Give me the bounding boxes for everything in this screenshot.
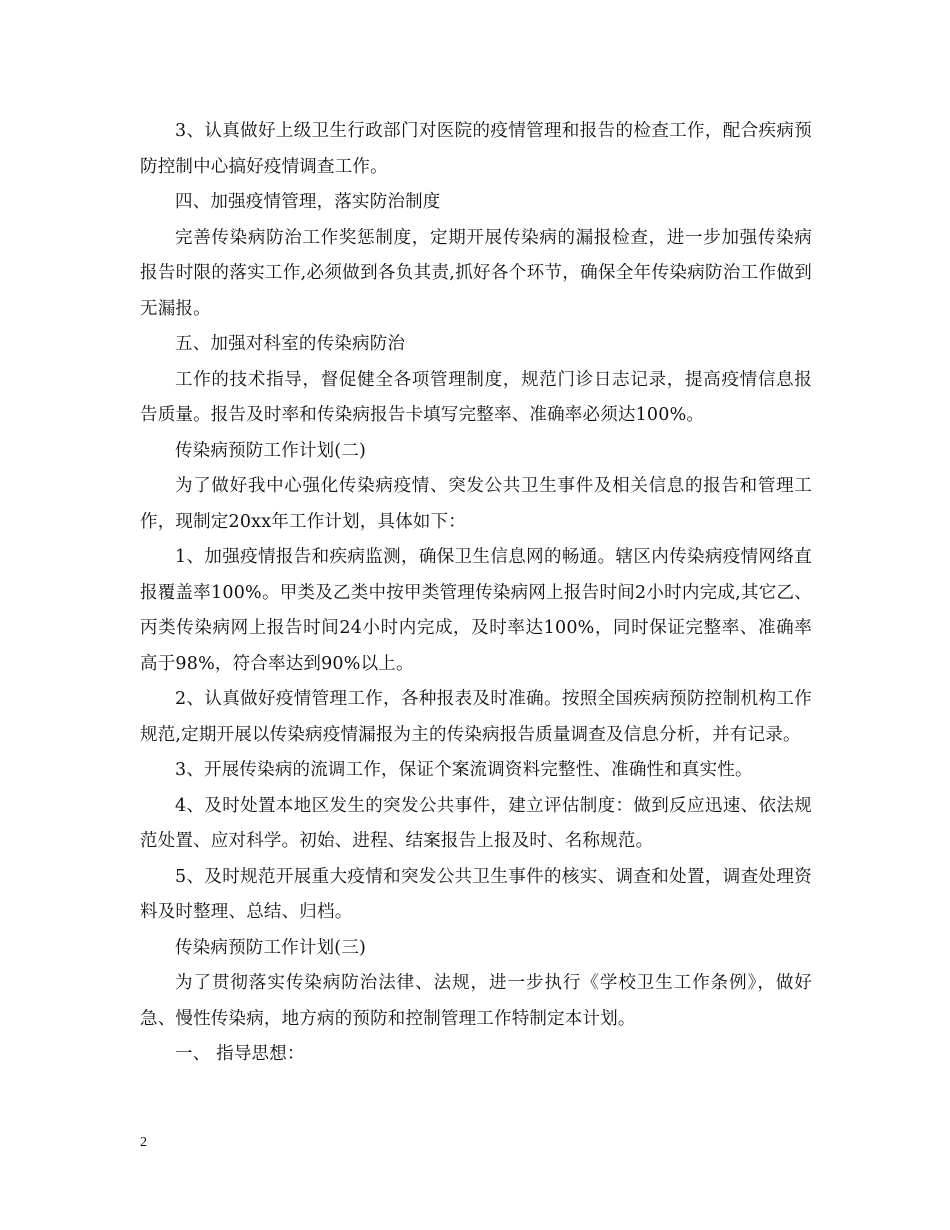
paragraph: 5、及时规范开展重大疫情和突发公共卫生事件的核实、调查和处置，调查处理资料及时整理、总结、归档。 — [140, 866, 812, 922]
paragraph: 为了贯彻落实传染病防治法律、法规，进一步执行《学校卫生工作条例》，做好急、慢性传染病，地方病的预防和控制管理工作特制定本计划。 — [140, 973, 812, 1029]
page-number: 2 — [140, 1135, 147, 1150]
section-heading: 四、加强疫情管理，落实防治制度 — [175, 192, 441, 212]
section-heading: 传染病预防工作计划(二) — [175, 440, 367, 461]
section-heading: 五、加强对科室的传染病防治 — [175, 334, 406, 354]
section-heading: 传染病预防工作计划(三) — [175, 937, 367, 958]
paragraph: 完善传染病防治工作奖惩制度，定期开展传染病的漏报检查，进一步加强传染病报告时限的落实工作,必须做到各负其责,抓好各个环节，确保全年传染病防治工作做到无漏报。 — [140, 227, 812, 319]
paragraph: 4、及时处置本地区发生的突发公共事件，建立评估制度：做到反应迅速、依法规范处置、应对科学。初始、进程、结案报告上报及时、名称规范。 — [140, 795, 812, 851]
paragraph: 为了做好我中心强化传染病疫情、突发公共卫生事件及相关信息的报告和管理工作，现制定20xx年工作计划，具体如下： — [140, 476, 812, 532]
paragraph: 工作的技术指导，督促健全各项管理制度，规范门诊日志记录，提高疫情信息报告质量。报告及时率和传染病报告卡填写完整率、准确率必须达100%。 — [140, 369, 812, 425]
paragraph: 2、认真做好疫情管理工作，各种报表及时准确。按照全国疾病预防控制机构工作规范,定期开展以传染病疫情漏报为主的传染病报告质量调查及信息分析，并有记录。 — [140, 689, 812, 745]
section-heading: 一、 指导思想： — [175, 1044, 305, 1064]
paragraph: 1、加强疫情报告和疾病监测，确保卫生信息网的畅通。辖区内传染病疫情网络直报覆盖率100%。甲类及乙类中按甲类管理传染病网上报告时间2小时内完成,其它乙、丙类传染病网上报告时间24小时内完成，及时率达100%，同时保证完整率、准确率高于98%，符合率达到90%以上。 — [140, 547, 812, 674]
paragraph: 3、开展传染病的流调工作，保证个案流调资料完整性、准确性和真实性。 — [175, 760, 753, 780]
paragraph: 3、认真做好上级卫生行政部门对医院的疫情管理和报告的检查工作，配合疾病预防控制中心搞好疫情调查工作。 — [140, 121, 812, 177]
document-body — [140, 114, 812, 1073]
